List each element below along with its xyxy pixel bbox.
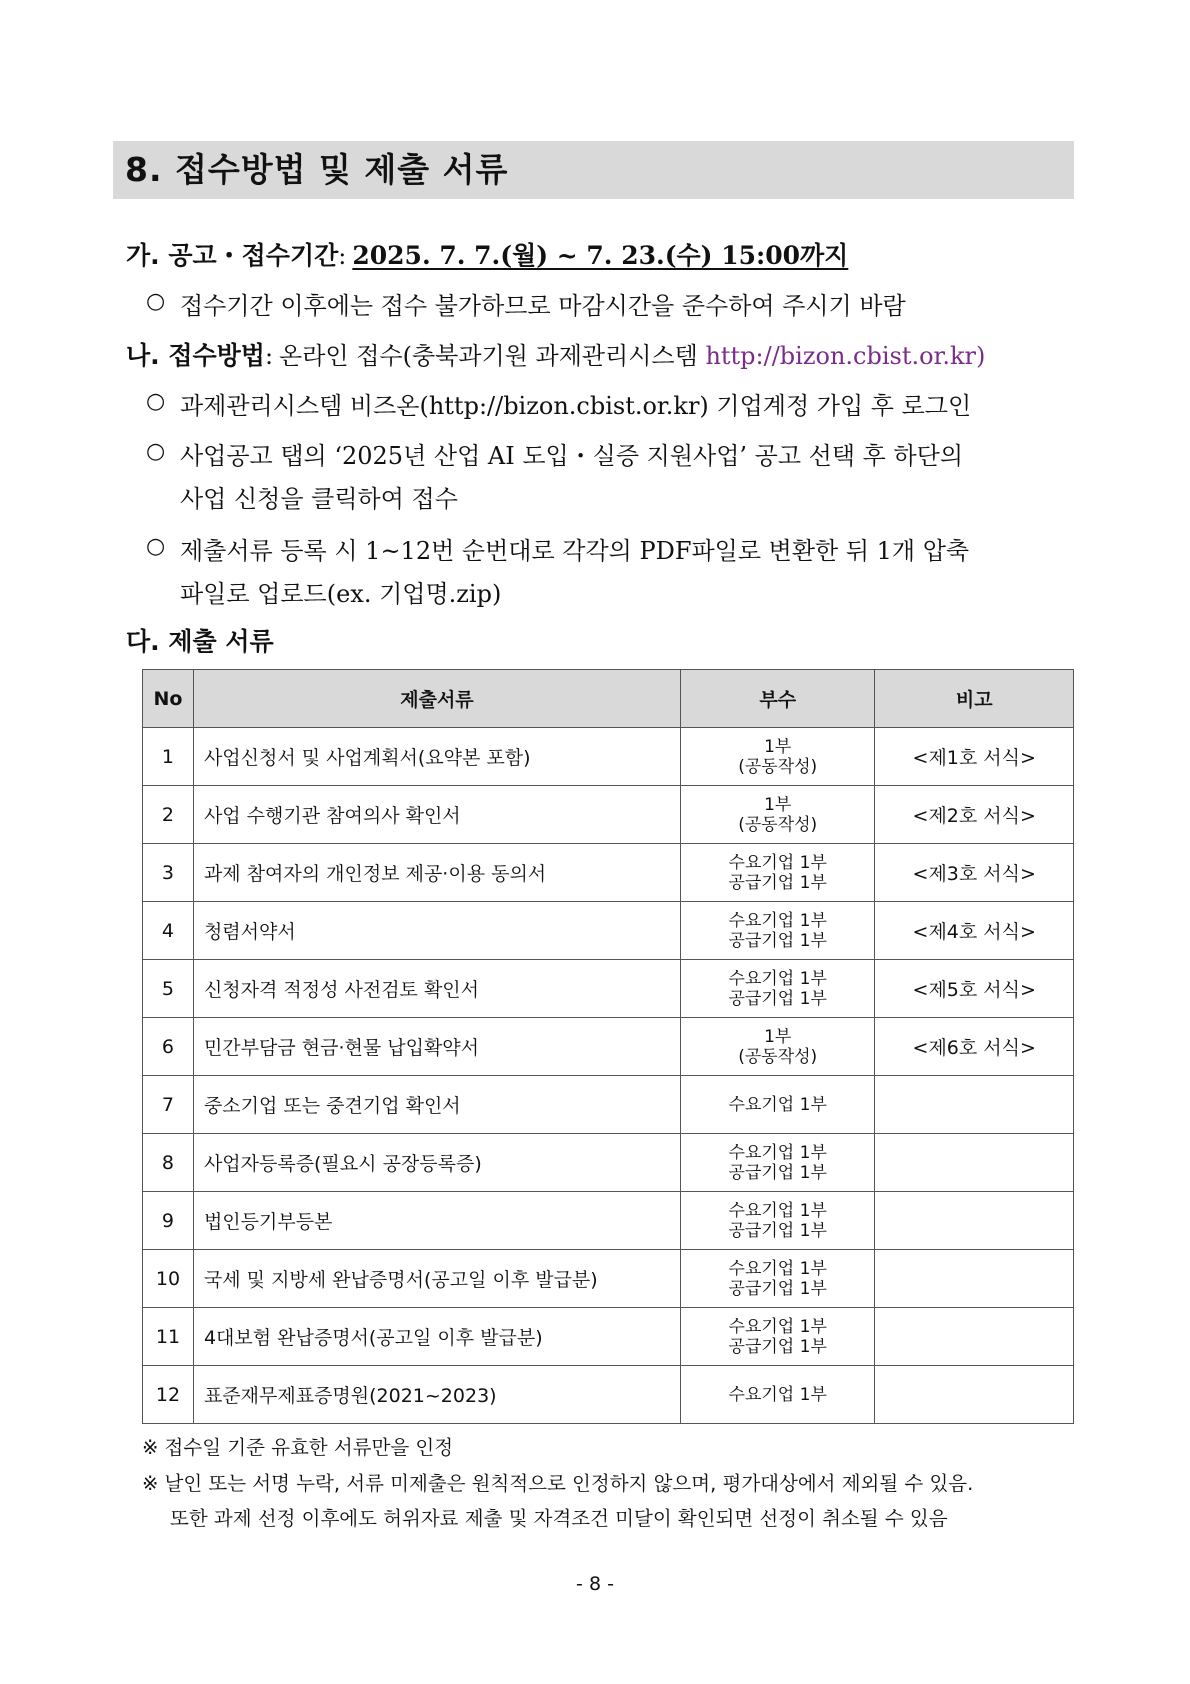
footnote-2-line-1: 날인 또는 서명 누락, 서류 미제출은 원칙적으로 인정하지 않으며, 평가대상에서 제외될 수 있음. — [164, 1472, 974, 1495]
row-note: <제3호 서식> — [875, 844, 1074, 902]
row-note: <제4호 서식> — [875, 902, 1074, 960]
table-row — [143, 1250, 1074, 1308]
row-qty-line-2: (공동작성) — [738, 1046, 818, 1067]
header-qty: 부수 — [680, 670, 875, 728]
row-qty — [680, 844, 875, 902]
row-qty — [680, 1076, 875, 1134]
row-qty-line-1: 수요기업 1부 — [728, 910, 827, 931]
row-qty — [680, 960, 875, 1018]
method-label: 나. 접수방법 — [126, 341, 265, 370]
table-row — [143, 1308, 1074, 1366]
table-header-row — [143, 670, 1074, 728]
row-qty-line-2: 공급기업 1부 — [728, 1220, 827, 1241]
period-colon: : — [338, 242, 347, 270]
row-no: 1 — [143, 728, 194, 786]
method-bullet-2-symbol: ○ — [146, 439, 166, 464]
method-bullet-3-symbol: ○ — [146, 534, 166, 559]
row-note: <제2호 서식> — [875, 786, 1074, 844]
period-value: 2025. 7. 7.(월) ~ 7. 23.(수) 15:00까지 — [352, 241, 849, 270]
row-qty — [680, 1018, 875, 1076]
row-qty — [680, 728, 875, 786]
row-doc: 사업신청서 및 사업계획서(요약본 포함) — [193, 728, 680, 786]
method-colon: : — [264, 342, 274, 370]
row-doc: 표준재무제표증명원(2021~2023) — [193, 1366, 680, 1424]
row-no: 10 — [143, 1250, 194, 1308]
row-qty-line-2: 공급기업 1부 — [728, 1336, 827, 1357]
method-intro: 온라인 접수(충북과기원 과제관리시스템 — [279, 342, 706, 370]
row-qty — [680, 902, 875, 960]
row-qty-line-1: 1부 — [764, 1026, 792, 1047]
method-bullet-3-line-2: 파일로 업로드(ex. 기업명.zip) — [180, 580, 502, 608]
row-no: 5 — [143, 960, 194, 1018]
method-url-link[interactable]: http://bizon.cbist.or.kr — [705, 342, 977, 370]
table-row — [143, 844, 1074, 902]
row-note: <제5호 서식> — [875, 960, 1074, 1018]
row-qty-line-2: 공급기업 1부 — [728, 872, 827, 893]
row-qty-line-2: 공급기업 1부 — [728, 1162, 827, 1183]
page-number: - 8 - — [576, 1573, 614, 1595]
period-bullet-symbol: ○ — [146, 289, 166, 314]
row-no: 11 — [143, 1308, 194, 1366]
row-no: 3 — [143, 844, 194, 902]
row-qty — [680, 1308, 875, 1366]
table-row — [143, 1076, 1074, 1134]
row-no: 8 — [143, 1134, 194, 1192]
row-doc: 국세 및 지방세 완납증명서(공고일 이후 발급분) — [193, 1250, 680, 1308]
table-row — [143, 1134, 1074, 1192]
method-bullet-2-line-1: 사업공고 탭의 ‘2025년 산업 AI 도입・실증 지원사업’ 공고 선택 후 하단의 — [180, 442, 964, 470]
footnote-1 — [142, 1432, 453, 1460]
header-note: 비고 — [875, 670, 1074, 728]
row-qty-line-2: (공동작성) — [738, 814, 818, 835]
row-qty-line-1: 수요기업 1부 — [728, 1094, 827, 1115]
row-qty-line-1: 수요기업 1부 — [728, 1258, 827, 1279]
period-line — [126, 236, 848, 272]
table-row — [143, 1018, 1074, 1076]
row-qty-line-1: 수요기업 1부 — [728, 1384, 827, 1405]
row-doc: 청렴서약서 — [193, 902, 680, 960]
footnote-1-line-1: 접수일 기준 유효한 서류만을 인정 — [164, 1436, 454, 1459]
row-doc: 사업자등록증(필요시 공장등록증) — [193, 1134, 680, 1192]
period-note: 접수기간 이후에는 접수 불가하므로 마감시간을 준수하여 주시기 바람 — [180, 292, 906, 320]
row-doc: 신청자격 적정성 사전검토 확인서 — [193, 960, 680, 1018]
header-no: No — [143, 670, 194, 728]
row-note — [875, 1192, 1074, 1250]
row-no: 2 — [143, 786, 194, 844]
header-doc: 제출서류 — [193, 670, 680, 728]
row-qty-line-1: 수요기업 1부 — [728, 1200, 827, 1221]
row-qty-line-1: 1부 — [764, 736, 792, 757]
row-doc: 4대보험 완납증명서(공고일 이후 발급분) — [193, 1308, 680, 1366]
row-qty — [680, 786, 875, 844]
row-qty-line-2: 공급기업 1부 — [728, 1278, 827, 1299]
row-qty — [680, 1366, 875, 1424]
row-doc: 법인등기부등본 — [193, 1192, 680, 1250]
row-qty-line-1: 수요기업 1부 — [728, 1142, 827, 1163]
footnote-2-symbol: ※ — [142, 1472, 159, 1495]
row-doc: 과제 참여자의 개인정보 제공·이용 동의서 — [193, 844, 680, 902]
row-qty-line-2: 공급기업 1부 — [728, 988, 827, 1009]
footnote-2-line-2: 또한 과제 선정 이후에도 허위자료 제출 및 자격조건 미달이 확인되면 선정이 취소될 수 있음 — [170, 1507, 948, 1530]
method-bullet-2-line-2: 사업 신청을 클릭하여 접수 — [180, 485, 458, 513]
row-qty-line-2: 공급기업 1부 — [728, 930, 827, 951]
table-row — [143, 960, 1074, 1018]
row-doc: 중소기업 또는 중견기업 확인서 — [193, 1076, 680, 1134]
row-note — [875, 1134, 1074, 1192]
row-note — [875, 1250, 1074, 1308]
row-note: <제1호 서식> — [875, 728, 1074, 786]
table-row — [143, 1366, 1074, 1424]
row-no: 4 — [143, 902, 194, 960]
table-row — [143, 902, 1074, 960]
footnote-1-symbol: ※ — [142, 1436, 159, 1459]
row-note — [875, 1308, 1074, 1366]
method-bullet-1-symbol: ○ — [146, 389, 166, 414]
row-doc: 사업 수행기관 참여의사 확인서 — [193, 786, 680, 844]
documents-table — [142, 669, 1074, 1424]
method-close: ) — [976, 342, 986, 370]
method-bullet-1-line-1: 과제관리시스템 비즈온(http://bizon.cbist.or.kr) 기업계정 가입 후 로그인 — [180, 392, 972, 420]
method-bullet-3-line-1: 제출서류 등록 시 1~12번 순번대로 각각의 PDF파일로 변환한 뒤 1개 압축 — [180, 537, 970, 565]
table-row — [143, 1192, 1074, 1250]
section-title: 8. 접수방법 및 제출 서류 — [113, 141, 1074, 199]
table-row — [143, 786, 1074, 844]
row-note — [875, 1366, 1074, 1424]
period-label: 가. 공고・접수기간 — [126, 241, 339, 270]
documents-label: 다. 제출 서류 — [126, 627, 274, 656]
row-qty-line-1: 수요기업 1부 — [728, 852, 827, 873]
row-note — [875, 1076, 1074, 1134]
row-no: 6 — [143, 1018, 194, 1076]
row-qty — [680, 1192, 875, 1250]
row-no: 7 — [143, 1076, 194, 1134]
row-qty-line-2: (공동작성) — [738, 756, 818, 777]
row-qty — [680, 1134, 875, 1192]
footnote-2 — [142, 1468, 973, 1496]
row-qty — [680, 1250, 875, 1308]
row-no: 9 — [143, 1192, 194, 1250]
row-note: <제6호 서식> — [875, 1018, 1074, 1076]
row-no: 12 — [143, 1366, 194, 1424]
row-qty-line-1: 1부 — [764, 794, 792, 815]
table-row — [143, 728, 1074, 786]
row-doc: 민간부담금 현금·현물 납입확약서 — [193, 1018, 680, 1076]
method-line — [126, 336, 985, 372]
row-qty-line-1: 수요기업 1부 — [728, 968, 827, 989]
row-qty-line-1: 수요기업 1부 — [728, 1316, 827, 1337]
